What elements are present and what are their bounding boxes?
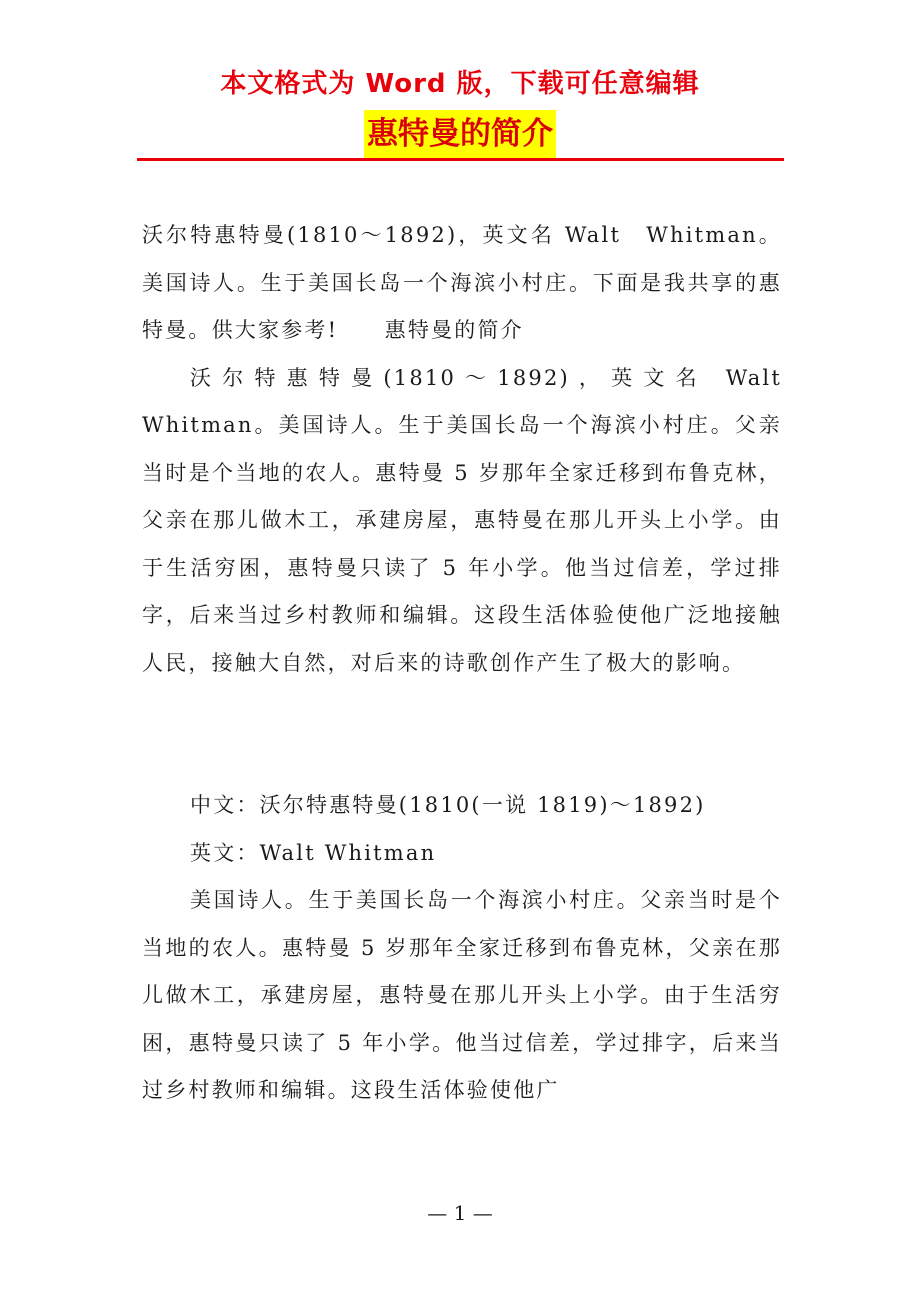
biography-paragraph: 沃尔特惠特曼(1810～1892)，英文名 Walt Whitman。美国诗人。生于美国长岛一个海滨小村庄。父亲当时是个当地的农人。惠特曼 5 岁那年全家迁移到布鲁克林，父亲在那儿做木工，承建房屋，惠特曼在那儿开头上小学。由于生活穷困，惠特曼只读了 5 年小学。他当过信差，学过排字，后来当过乡村教师和编辑。这段生活体验使他广泛地接触人民，接触大自然，对后来的诗歌创作产生了极大的影响。 [142, 365, 806, 675]
format-notice-banner: 本文格式为 Word 版，下载可任意编辑 [220, 69, 700, 99]
chinese-name-line: 中文：沃尔特惠特曼(1810(一说 1819)～1892) [190, 793, 706, 817]
document-body [142, 212, 806, 1115]
document-title: 惠特曼的简介 [364, 110, 556, 158]
page-number: — 1 — [427, 1201, 493, 1225]
title-wrapper [0, 110, 920, 158]
header-divider [137, 158, 784, 161]
biography-paragraph-2: 美国诗人。生于美国长岛一个海滨小村庄。父亲当时是个当地的农人。惠特曼 5 岁那年全家迁移到布鲁克林，父亲在那儿做木工，承建房屋，惠特曼在那儿开头上小学。由于生活穷困，惠特曼只读了 5 年小学。他当过信差，学过排字，后来当过乡村教师和编辑。这段生活体验使他广 [142, 888, 782, 1102]
paragraph-gap [142, 687, 782, 782]
intro-paragraph: 沃尔特惠特曼(1810～1892)，英文名 Walt Whitman。美国诗人。生于美国长岛一个海滨小村庄。下面是我共享的惠特曼。供大家参考! 惠特曼的简介 [142, 223, 782, 342]
english-name-line: 英文：Walt Whitman [190, 840, 437, 865]
